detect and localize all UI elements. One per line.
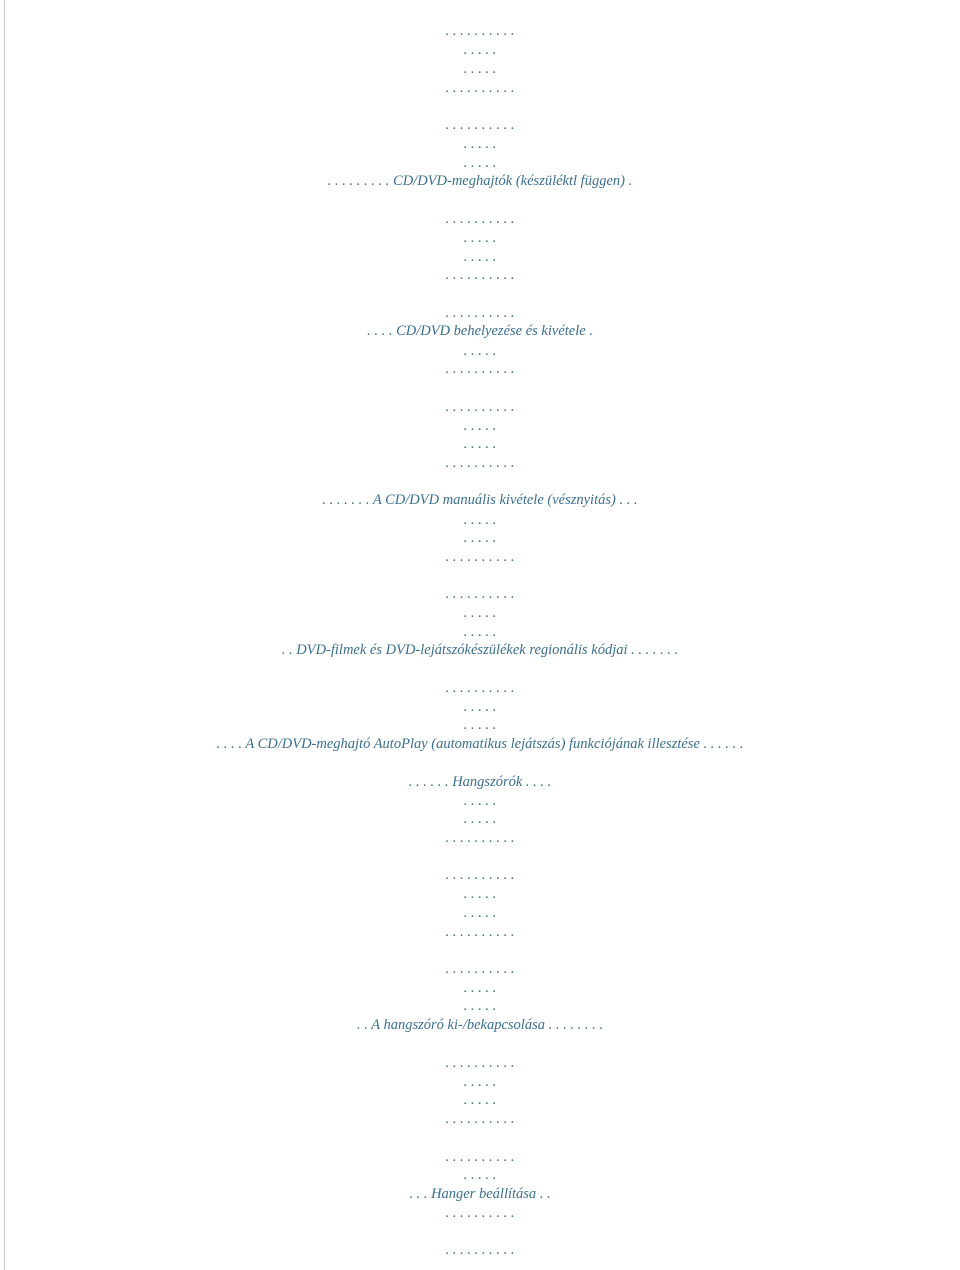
text-line: . . . . . [463, 1074, 497, 1090]
text-line: . . . . . [463, 343, 497, 359]
text-line: . . . . . [463, 512, 497, 528]
text-line: . . . . . [463, 1092, 497, 1108]
text-line: . . . . . [463, 793, 497, 809]
text-line: . . . . . [463, 905, 497, 921]
text-line: . . . . . [463, 155, 497, 171]
text-line: . . . . . . . . . . [445, 211, 515, 227]
toc-entry-manual-eject: . . . . . . . A CD/DVD manuális kivétele (vésznyitás) . . . [322, 492, 638, 508]
text-line: . . . . . [463, 998, 497, 1014]
text-line: . . . . . [463, 1167, 497, 1183]
text-line: . . . . . . . . . . [445, 830, 515, 846]
text-line: . . . . . . . . . . [445, 1055, 515, 1071]
text-line: . . . . . . . . . . [445, 961, 515, 977]
text-line: . . . . . [463, 230, 497, 246]
text-line: . . . . . . . . . . [445, 267, 515, 283]
text-line: . . . . . [463, 980, 497, 996]
text-line: . . . . . . . . . . [445, 924, 515, 940]
text-line: . . . . . [463, 699, 497, 715]
text-line: . . . . . [463, 249, 497, 265]
text-line: . . . . . . . . . . [445, 1242, 515, 1258]
text-line: . . . . . [463, 530, 497, 546]
text-line: . . . . . [463, 717, 497, 733]
text-line: . . . . . . . . . . [445, 117, 515, 133]
toc-entry-speaker-on-off: . . A hangszóró ki-/bekapcsolása . . . . . . . . [357, 1017, 603, 1033]
text-line: . . . . . . . . . . [445, 399, 515, 415]
text-line: . . . . . [463, 42, 497, 58]
text-line: . . . . . . . . . . [445, 586, 515, 602]
text-line: . . . . . [463, 136, 497, 152]
text-line: . . . . . [463, 811, 497, 827]
toc-entry-cd-dvd-drives: . . . . . . . . . CD/DVD-meghajtók (készüléktl függen) . [327, 173, 633, 189]
text-line: . . . . . . . . . . [445, 80, 515, 96]
text-line: . . . . . . . . . . [445, 1205, 515, 1221]
text-line: . . . . . . . . . . [445, 1149, 515, 1165]
text-line: . . . . . . . . . . [445, 549, 515, 565]
text-line: . . . . . [463, 886, 497, 902]
toc-entry-insert-remove-disc: . . . . CD/DVD behelyezése és kivétele . [367, 323, 593, 339]
toc-entry-speakers: . . . . . . Hangszórók . . . . [408, 774, 552, 790]
text-line: . . . . . . . . . . [445, 23, 515, 39]
text-line: . . . . . [463, 624, 497, 640]
text-line: . . . . . . . . . . [445, 361, 515, 377]
text-line: . . . . . . . . . . [445, 867, 515, 883]
text-line: . . . . . . . . . . [445, 455, 515, 471]
text-line: . . . . . [463, 61, 497, 77]
text-line: . . . . . [463, 418, 497, 434]
text-line: . . . . . [463, 436, 497, 452]
toc-entry-volume-adjust: . . . Hanger beállítása . . [409, 1186, 551, 1202]
text-line: . . . . . [463, 605, 497, 621]
text-line: . . . . . . . . . . [445, 680, 515, 696]
text-line: . . . . . . . . . . [445, 305, 515, 321]
text-line: . . . . . . . . . . [445, 1111, 515, 1127]
toc-entry-region-codes: . . DVD-filmek és DVD-lejátszókészülékek regionális kódjai . . . . . . . [281, 642, 679, 658]
toc-entry-autoplay: . . . . A CD/DVD-meghajtó AutoPlay (automatikus lejátszás) funkciójának illesztése . . . . . . [216, 736, 744, 752]
